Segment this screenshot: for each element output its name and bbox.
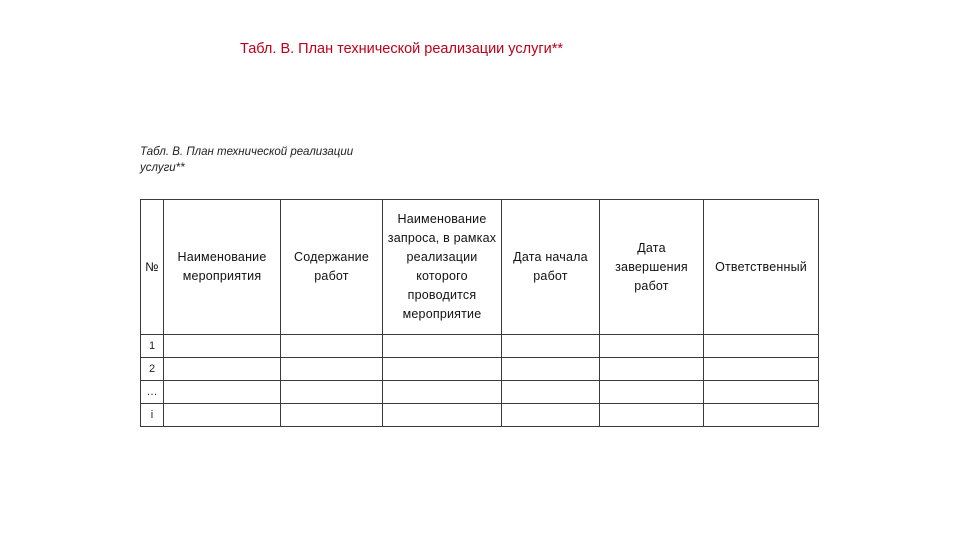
row-number: 1	[141, 335, 164, 358]
table-header-row	[141, 200, 819, 335]
row-number: …	[141, 381, 164, 404]
table-cell	[502, 381, 600, 404]
table-cell	[704, 358, 819, 381]
table-cell	[164, 381, 281, 404]
header-responsible: Ответственный	[704, 200, 819, 335]
table-cell	[600, 358, 704, 381]
table-cell	[281, 404, 383, 427]
header-number: №	[141, 200, 164, 335]
header-event-name: Наименование мероприятия	[164, 200, 281, 335]
header-start-date: Дата начала работ	[502, 200, 600, 335]
table-cell	[383, 335, 502, 358]
table-row	[141, 335, 819, 358]
plan-table	[140, 199, 819, 427]
table-row	[141, 404, 819, 427]
table-cell	[383, 404, 502, 427]
table-cell	[383, 381, 502, 404]
table-cell	[502, 404, 600, 427]
table-row	[141, 381, 819, 404]
table-cell	[281, 358, 383, 381]
table-cell	[164, 404, 281, 427]
table-cell	[502, 335, 600, 358]
table-cell	[281, 381, 383, 404]
table-cell	[600, 335, 704, 358]
row-number: i	[141, 404, 164, 427]
row-number: 2	[141, 358, 164, 381]
table-cell	[704, 381, 819, 404]
table-row	[141, 358, 819, 381]
table-caption: Табл. В. План технической реализации услуги**	[140, 146, 354, 174]
slide-title: Табл. В. План технической реализации услуги**	[240, 41, 564, 57]
table-cell	[600, 404, 704, 427]
table-cell	[704, 404, 819, 427]
table-cell	[600, 381, 704, 404]
table-cell	[164, 358, 281, 381]
table-cell	[164, 335, 281, 358]
table-cell	[704, 335, 819, 358]
table-cell	[502, 358, 600, 381]
header-work-content: Содержание работ	[281, 200, 383, 335]
header-request-name: Наименование запроса, в рамках реализации которого проводится мероприятие	[383, 200, 502, 335]
header-end-date: Дата завершения работ	[600, 200, 704, 335]
table-cell	[383, 358, 502, 381]
table-cell	[281, 335, 383, 358]
